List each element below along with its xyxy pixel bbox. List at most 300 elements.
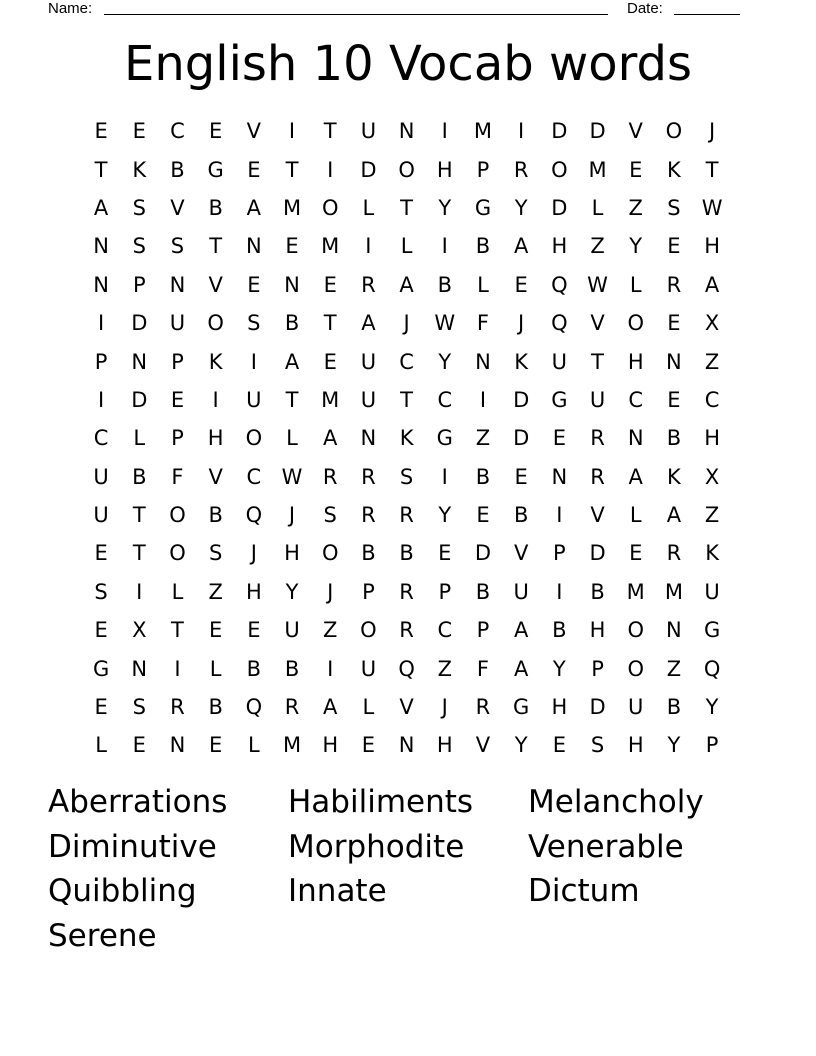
word-list-item: Serene (48, 917, 157, 954)
grid-letter: T (400, 195, 413, 220)
grid-letter: H (589, 618, 606, 643)
grid-letter: S (208, 541, 223, 566)
grid-letter: M (321, 387, 340, 412)
word-list-item: Dictum (528, 873, 640, 909)
grid-letter: A (323, 426, 338, 451)
grid-letter: C (437, 618, 453, 643)
grid-letter: N (360, 426, 377, 451)
word-list-item: Quibbling (48, 873, 197, 909)
grid-letter: H (627, 733, 644, 758)
grid-letter: V (399, 695, 414, 720)
grid-letter: D (474, 541, 492, 566)
grid-letter: X (704, 311, 720, 336)
word-list-item: Diminutive (48, 828, 217, 865)
grid-letter: L (362, 195, 375, 220)
grid-letter: E (629, 541, 643, 566)
grid-letter: O (321, 195, 339, 220)
grid-letter: A (361, 311, 376, 336)
grid-letter: V (590, 311, 605, 336)
grid-letter: I (174, 656, 181, 681)
grid-letter: Y (667, 733, 681, 758)
grid-letter: U (360, 349, 377, 374)
grid-letter: Z (437, 656, 452, 681)
grid-letter: M (626, 579, 645, 604)
grid-letter: Y (514, 733, 528, 758)
grid-letter: U (551, 349, 568, 374)
grid-letter: O (551, 157, 568, 182)
grid-letter: J (708, 119, 716, 144)
grid-letter: L (95, 733, 107, 758)
grid-letter: V (208, 272, 223, 297)
grid-letter: G (92, 656, 110, 681)
grid-letter: N (284, 272, 300, 297)
grid-letter: D (513, 426, 530, 451)
grid-letter: G (207, 157, 224, 182)
grid-letter: H (704, 234, 720, 259)
header-line (48, 0, 748, 20)
grid-letter: S (132, 234, 146, 259)
grid-letter: E (209, 733, 223, 758)
grid-letter: V (246, 119, 262, 144)
grid-letter: S (399, 464, 414, 489)
grid-letter: H (284, 541, 300, 566)
word-list-item: Innate (288, 873, 387, 909)
grid-letter: N (398, 119, 415, 144)
grid-letter: E (132, 733, 146, 758)
grid-letter: E (94, 618, 108, 643)
grid-letter: L (400, 234, 413, 259)
grid-letter: E (514, 464, 528, 489)
grid-letter: L (591, 195, 604, 220)
grid-letter: R (399, 579, 414, 604)
grid-letter: D (513, 387, 530, 412)
grid-letter: U (284, 618, 300, 643)
grid-letter: I (97, 387, 105, 412)
grid-letter: K (132, 157, 147, 182)
grid-letter: A (704, 272, 720, 297)
grid-letter: U (93, 503, 109, 528)
grid-letter: E (247, 272, 261, 297)
grid-letter: B (170, 157, 185, 182)
grid-letter: O (398, 157, 415, 182)
grid-letter: G (551, 387, 568, 412)
date-label: Date: (627, 0, 663, 17)
grid-letter: E (629, 157, 643, 182)
grid-letter: T (94, 157, 108, 182)
grid-letter: I (441, 464, 448, 489)
grid-letter: B (284, 656, 300, 681)
grid-letter: B (590, 579, 605, 604)
grid-letter: I (441, 234, 448, 259)
grid-letter: E (94, 119, 108, 144)
grid-letter: V (170, 195, 185, 220)
grid-letter: J (403, 311, 410, 336)
grid-letter: T (132, 541, 146, 566)
grid-letter: P (171, 426, 184, 451)
grid-letter: I (441, 119, 448, 144)
grid-letter: S (132, 195, 146, 220)
grid-letter: E (514, 272, 528, 297)
grid-letter: R (513, 157, 529, 182)
grid-letter: K (667, 464, 681, 489)
grid-letter: P (591, 656, 604, 681)
grid-letter: Q (245, 503, 263, 528)
grid-letter: G (513, 695, 530, 720)
grid-letter: I (479, 387, 487, 412)
grid-letter: B (132, 464, 147, 489)
grid-letter: Y (438, 195, 452, 220)
grid-letter: Z (666, 656, 682, 681)
grid-letter: M (588, 157, 607, 182)
grid-letter: D (589, 695, 606, 720)
grid-letter: R (666, 272, 682, 297)
grid-letter: E (209, 119, 223, 144)
grid-letter: S (590, 733, 605, 758)
grid-letter: V (513, 541, 529, 566)
grid-letter: O (627, 656, 644, 681)
grid-letter: C (704, 387, 720, 412)
grid-letter: A (93, 195, 109, 220)
grid-letter: B (208, 195, 223, 220)
letter-grid (82, 112, 731, 765)
grid-letter: T (400, 387, 413, 412)
grid-letter: U (169, 311, 186, 336)
grid-letter: U (93, 464, 109, 489)
grid-letter: E (323, 272, 337, 297)
grid-letter: C (628, 387, 644, 412)
grid-letter: E (209, 618, 223, 643)
grid-letter: E (552, 733, 566, 758)
grid-letter: E (476, 503, 490, 528)
grid-letter: E (667, 234, 681, 259)
grid-letter: N (93, 272, 109, 297)
grid-letter: I (250, 349, 257, 374)
grid-letter: S (247, 311, 261, 336)
grid-letter: Y (438, 503, 452, 528)
grid-letter: W (434, 311, 456, 336)
grid-letter: J (250, 541, 257, 566)
grid-letter: I (97, 311, 105, 336)
grid-letter: P (476, 157, 490, 182)
name-blank-line (104, 0, 608, 15)
grid-letter: T (705, 157, 719, 182)
grid-letter: T (132, 503, 146, 528)
grid-letter: M (473, 119, 493, 144)
word-list-item: Venerable (528, 828, 684, 865)
grid-letter: V (590, 503, 605, 528)
grid-letter: S (170, 234, 185, 259)
grid-letter: Z (704, 503, 720, 528)
grid-letter: I (518, 119, 525, 144)
grid-letter: Z (590, 234, 605, 259)
grid-letter: V (628, 119, 643, 144)
grid-letter: R (361, 503, 376, 528)
grid-letter: A (666, 503, 682, 528)
grid-letter: T (285, 157, 299, 182)
grid-letter: H (436, 733, 453, 758)
grid-letter: P (362, 579, 375, 604)
grid-letter: I (556, 503, 563, 528)
grid-letter: N (398, 733, 415, 758)
grid-letter: L (209, 656, 222, 681)
grid-letter: N (551, 464, 568, 489)
grid-letter: R (399, 618, 414, 643)
grid-letter: O (169, 503, 186, 528)
page-title: English 10 Vocab words (124, 36, 692, 92)
grid-letter: O (627, 311, 644, 336)
grid-letter: A (284, 349, 300, 374)
grid-letter: U (360, 387, 377, 412)
grid-letter: O (169, 541, 186, 566)
grid-letter: B (208, 503, 223, 528)
grid-letter: Q (551, 272, 568, 297)
grid-letter: U (513, 579, 529, 604)
grid-letter: I (556, 579, 563, 604)
grid-letter: B (284, 311, 300, 336)
grid-letter: Y (552, 656, 566, 681)
grid-letter: C (437, 387, 453, 412)
grid-letter: L (171, 579, 184, 604)
grid-letter: D (551, 195, 568, 220)
grid-letter: H (436, 157, 453, 182)
word-list-item: Habiliments (288, 784, 474, 820)
grid-letter: R (322, 464, 338, 489)
grid-letter: I (136, 579, 143, 604)
grid-letter: P (171, 349, 184, 374)
grid-letter: Z (628, 195, 643, 220)
grid-letter: H (245, 579, 262, 604)
grid-letter: G (474, 195, 492, 220)
grid-letter: C (93, 426, 109, 451)
name-label: Name: (48, 0, 93, 17)
grid-letter: B (361, 541, 376, 566)
grid-letter: N (131, 349, 148, 374)
grid-letter: D (131, 311, 148, 336)
grid-letter: K (208, 349, 223, 374)
grid-letter: D (360, 157, 377, 182)
grid-letter: A (513, 618, 529, 643)
grid-letter: U (704, 579, 720, 604)
grid-letter: P (553, 541, 566, 566)
grid-letter: J (441, 695, 448, 720)
grid-letter: B (666, 426, 682, 451)
grid-letter: J (327, 579, 334, 604)
grid-letter: R (284, 695, 300, 720)
word-list-item: Melancholy (528, 784, 704, 820)
grid-letter: M (321, 234, 340, 259)
grid-letter: F (171, 464, 184, 489)
grid-letter: M (282, 733, 302, 758)
grid-letter: E (170, 387, 185, 412)
grid-letter: Q (245, 695, 263, 720)
grid-letter: J (288, 503, 296, 528)
grid-letter: L (477, 272, 489, 297)
grid-letter: Z (323, 618, 338, 643)
grid-letter: N (475, 349, 491, 374)
grid-letter: H (322, 733, 339, 758)
grid-letter: E (94, 541, 108, 566)
grid-letter: O (207, 311, 224, 336)
grid-letter: Y (705, 695, 719, 720)
grid-letter: Z (208, 579, 223, 604)
grid-letter: Y (629, 234, 643, 259)
grid-letter: I (212, 387, 219, 412)
grid-letter: U (360, 656, 377, 681)
grid-letter: V (208, 464, 223, 489)
grid-letter: P (476, 618, 490, 643)
grid-letter: J (518, 311, 525, 336)
grid-letter: E (247, 618, 261, 643)
grid-letter: H (551, 695, 568, 720)
grid-letter: A (246, 195, 262, 220)
grid-letter: U (246, 387, 262, 412)
grid-letter: E (247, 157, 261, 182)
grid-letter: A (323, 695, 338, 720)
grid-letter: Y (438, 349, 452, 374)
grid-letter: F (476, 311, 490, 336)
grid-letter: T (323, 311, 337, 336)
grid-letter: N (245, 234, 262, 259)
grid-letter: W (281, 464, 303, 489)
grid-letter: A (513, 234, 529, 259)
grid-letter: T (171, 618, 184, 643)
grid-letter: L (247, 733, 260, 758)
grid-letter: K (399, 426, 414, 451)
grid-letter: O (627, 618, 644, 643)
grid-letter: R (666, 541, 682, 566)
grid-letter: E (323, 349, 337, 374)
grid-letter: B (666, 695, 682, 720)
grid-letter: B (552, 618, 567, 643)
grid-letter: I (288, 119, 296, 144)
grid-letter: B (437, 272, 452, 297)
grid-letter: H (551, 234, 568, 259)
grid-letter: I (365, 234, 372, 259)
grid-letter: B (208, 695, 223, 720)
grid-letter: E (552, 426, 566, 451)
date-blank-line (674, 0, 740, 15)
grid-letter: Z (475, 426, 491, 451)
grid-letter: L (629, 272, 642, 297)
grid-letter: O (665, 119, 683, 144)
grid-letter: D (589, 541, 606, 566)
grid-letter: T (591, 349, 604, 374)
grid-letter: N (666, 349, 682, 374)
grid-letter: Q (703, 656, 721, 681)
grid-letter: B (475, 234, 491, 259)
grid-letter: S (132, 695, 146, 720)
grid-letter: E (438, 541, 452, 566)
grid-letter: B (399, 541, 414, 566)
grid-letter: L (286, 426, 298, 451)
grid-letter: T (323, 119, 337, 144)
grid-letter: R (170, 695, 185, 720)
grid-letter: R (361, 272, 376, 297)
grid-letter: Q (398, 656, 415, 681)
grid-letter: D (131, 387, 148, 412)
grid-letter: X (132, 618, 147, 643)
grid-letter: D (589, 119, 606, 144)
grid-letter: N (627, 426, 644, 451)
grid-letter: P (438, 579, 452, 604)
grid-letter: E (132, 119, 146, 144)
grid-letter: K (514, 349, 529, 374)
grid-letter: R (590, 464, 605, 489)
grid-letter: I (327, 656, 334, 681)
grid-letter: S (323, 503, 337, 528)
grid-letter: G (436, 426, 453, 451)
grid-letter: N (169, 272, 186, 297)
grid-letter: R (361, 464, 376, 489)
grid-letter: X (704, 464, 720, 489)
grid-letter: K (705, 541, 719, 566)
grid-letter: H (704, 426, 720, 451)
grid-letter: E (667, 387, 681, 412)
grid-letter: Z (704, 349, 720, 374)
grid-letter: Y (514, 195, 528, 220)
grid-letter: B (475, 579, 491, 604)
grid-letter: O (321, 541, 339, 566)
grid-letter: L (362, 695, 375, 720)
grid-letter: N (169, 733, 186, 758)
grid-letter: N (93, 234, 109, 259)
grid-letter: K (667, 157, 681, 182)
grid-letter: L (133, 426, 146, 451)
grid-letter: E (361, 733, 376, 758)
grid-letter: O (245, 426, 263, 451)
grid-letter: A (628, 464, 643, 489)
word-list (48, 780, 768, 958)
grid-letter: P (94, 349, 108, 374)
grid-letter: M (664, 579, 683, 604)
grid-letter: B (246, 656, 262, 681)
word-list-item: Morphodite (288, 828, 465, 865)
grid-letter: R (590, 426, 605, 451)
grid-letter: C (399, 349, 414, 374)
grid-letter: T (209, 234, 223, 259)
grid-letter: A (513, 656, 529, 681)
grid-letter: W (587, 272, 608, 297)
grid-letter: S (94, 579, 108, 604)
grid-letter: E (94, 695, 108, 720)
grid-letter: N (131, 656, 148, 681)
grid-letter: W (701, 195, 723, 220)
grid-letter: P (132, 272, 146, 297)
grid-letter: C (246, 464, 262, 489)
grid-letter: R (475, 695, 491, 720)
grid-letter: H (207, 426, 224, 451)
grid-letter: B (475, 464, 491, 489)
grid-letter: U (589, 387, 606, 412)
grid-letter: E (285, 234, 299, 259)
grid-letter: Q (551, 311, 568, 336)
word-list-item: Aberrations (48, 784, 228, 820)
grid-letter: O (360, 618, 377, 643)
grid-letter: T (285, 387, 299, 412)
grid-letter: P (705, 733, 719, 758)
grid-letter: Y (285, 579, 299, 604)
grid-letter: G (703, 618, 721, 643)
grid-letter: F (476, 656, 490, 681)
grid-letter: R (399, 503, 414, 528)
grid-letter: H (627, 349, 644, 374)
grid-letter: A (399, 272, 414, 297)
grid-letter: E (667, 311, 681, 336)
grid-letter: I (327, 157, 334, 182)
grid-letter: S (667, 195, 681, 220)
grid-letter: N (666, 618, 682, 643)
grid-letter: L (629, 503, 642, 528)
